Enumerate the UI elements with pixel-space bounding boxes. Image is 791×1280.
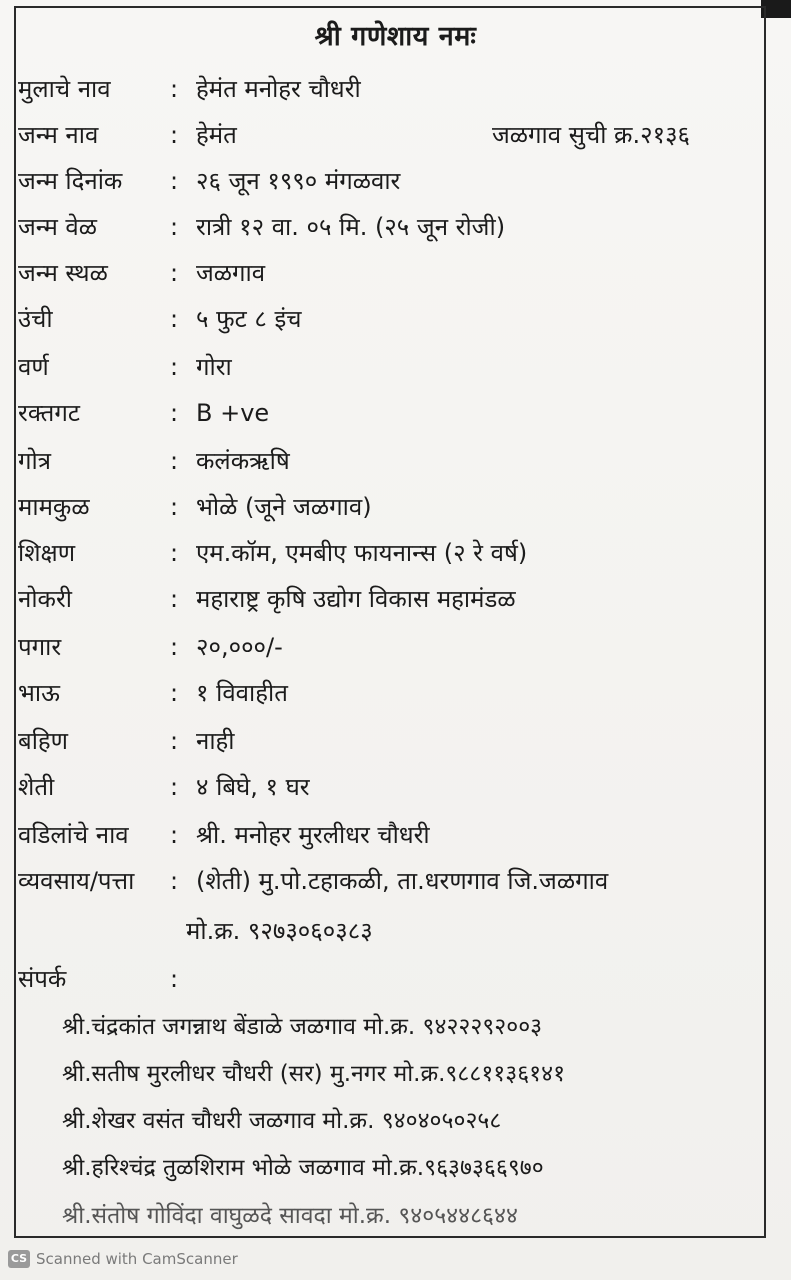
field-label: शिक्षण: [18, 539, 76, 567]
field-label: जन्म दिनांक: [18, 167, 123, 195]
field-value: २०,०००/-: [196, 633, 283, 661]
field-colon: :: [170, 773, 179, 801]
field-value: २६ जून १९९० मंगळवार: [196, 167, 401, 195]
field-value: महाराष्ट्र कृषि उद्योग विकास महामंडळ: [196, 585, 516, 613]
field-colon: :: [170, 121, 179, 149]
contact-item: श्री.शेखर वसंत चौधरी जळगाव मो.क्र. ९४०४०५०२५८: [62, 1108, 502, 1134]
field-label: भाऊ: [18, 679, 60, 707]
field-label: बहिण: [18, 727, 69, 755]
field-label: रक्तगट: [18, 399, 80, 427]
field-label: व्यवसाय/पत्ता: [18, 867, 135, 895]
field-label: जन्म वेळ: [18, 213, 98, 241]
field-colon: :: [170, 213, 179, 241]
field-label: शेती: [18, 773, 55, 801]
field-colon: :: [170, 633, 179, 661]
contact-item: श्री.सतीष मुरलीधर चौधरी (सर) मु.नगर मो.क्र.९८८११३६१४१: [62, 1061, 566, 1087]
field-colon: :: [170, 167, 179, 195]
field-label: मुलाचे नाव: [18, 75, 111, 103]
field-value: भोळे (जूने जळगाव): [196, 493, 372, 521]
field-value: नाही: [196, 727, 235, 755]
field-label: नोकरी: [18, 585, 72, 613]
field-value: कलंकऋषि: [196, 447, 290, 475]
field-label: जन्म स्थळ: [18, 259, 108, 287]
field-label: जन्म नाव: [18, 121, 99, 149]
field-value: हेमंत: [196, 121, 237, 149]
field-colon: :: [170, 399, 179, 427]
field-value: ५ फुट ८ इंच: [196, 305, 302, 333]
field-value: श्री. मनोहर मुरलीधर चौधरी: [196, 821, 430, 849]
field-colon: :: [170, 821, 179, 849]
field-value: ४ बिघे, १ घर: [196, 773, 310, 801]
contact-item: श्री.चंद्रकांत जगन्नाथ बेंडाळे जळगाव मो.क्र. ९४२२२९२००३: [62, 1014, 543, 1040]
field-colon: :: [170, 493, 179, 521]
field-label: वडिलांचे नाव: [18, 821, 129, 849]
list-number: जळगाव सुची क्र.२१३६: [492, 121, 691, 149]
field-value: B +ve: [196, 399, 270, 427]
camscanner-logo: CS: [8, 1250, 30, 1268]
contact-item: श्री.हरिश्चंद्र तुळशिराम भोळे जळगाव मो.क्र.९६३७३६६९७०: [62, 1155, 544, 1181]
field-colon: :: [170, 539, 179, 567]
contact-label: संपर्क: [18, 965, 67, 993]
field-label: पगार: [18, 633, 62, 661]
field-colon: :: [170, 305, 179, 333]
field-colon: :: [170, 75, 179, 103]
scanner-watermark: [8, 1250, 238, 1268]
field-value: जळगाव: [196, 259, 266, 287]
page-title: श्री गणेशाय नमः: [314, 21, 477, 52]
field-label: उंची: [18, 305, 53, 333]
field-colon: :: [170, 585, 179, 613]
field-value: (शेती) मु.पो.टहाकळी, ता.धरणगाव जि.जळगाव: [196, 867, 609, 895]
address-phone: मो.क्र. ९२७३०६०३८३: [186, 917, 373, 945]
field-value: हेमंत मनोहर चौधरी: [196, 75, 361, 103]
field-label: वर्ण: [18, 353, 49, 381]
field-colon: :: [170, 867, 179, 895]
field-value: रात्री १२ वा. ०५ मि. (२५ जून रोजी): [196, 213, 506, 241]
contact-item: श्री.संतोष गोविंदा वाघुळदे सावदा मो.क्र. ९४०५४४८६४४: [62, 1203, 518, 1229]
watermark-text: Scanned with CamScanner: [36, 1250, 238, 1268]
field-value: एम.कॉम, एमबीए फायनान्स (२ रे वर्ष): [196, 539, 528, 567]
field-colon: :: [170, 727, 179, 755]
field-colon: :: [170, 679, 179, 707]
field-value: १ विवाहीत: [196, 679, 288, 707]
field-colon: :: [170, 447, 179, 475]
field-label: गोत्र: [18, 447, 51, 475]
field-colon: :: [170, 259, 179, 287]
field-label: मामकुळ: [18, 493, 90, 521]
field-colon: :: [170, 353, 179, 381]
field-value: गोरा: [196, 353, 232, 381]
contact-colon: :: [170, 965, 179, 993]
